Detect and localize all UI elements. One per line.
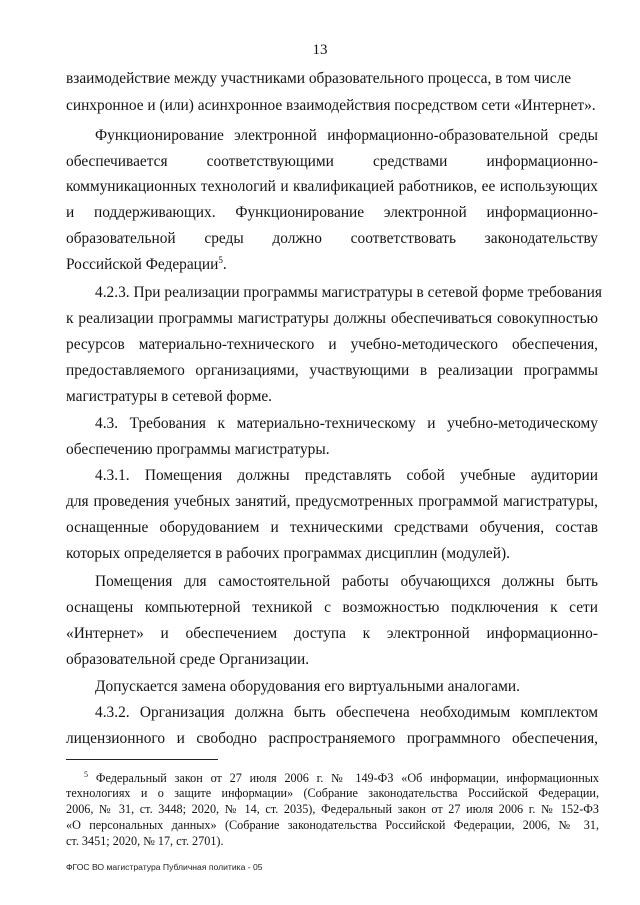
body-line: взаимодействие между участниками образовательного процесса, в том числе (66, 70, 572, 87)
body-line-text: Российской Федерации (66, 256, 219, 273)
body-line: лицензионного и свободно распространяемого программного обеспечения, (66, 730, 598, 747)
body-line: образовательной среды должно соответствовать законодательству (66, 230, 598, 247)
body-line: к реализации программы магистратуры должны обеспечиваться совокупностью (66, 310, 598, 327)
body-line: «Интернет» и обеспечением доступа к электронной информационно- (66, 625, 598, 642)
page-number: 13 (312, 42, 328, 58)
body-line: и поддерживающих. Функционирование электронной информационно- (66, 204, 598, 221)
body-line: 4.3.2. Организация должна быть обеспечена необходимым комплектом (95, 704, 598, 721)
body-line: для проведения учебных занятий, предусмотренных программой магистратуры, (66, 493, 598, 510)
footnote-line (84, 771, 599, 786)
document-footer: ФГОС ВО магистратура Публичная политика - 05 (66, 862, 263, 872)
body-line: ресурсов материально-технического и учебно-методического обеспечения, (66, 336, 598, 353)
footnote-text: Федеральный закон от 27 июля 2006 г. № 149-ФЗ «Об информации, информационных (95, 771, 600, 785)
body-line-end: . (222, 256, 227, 273)
body-line-with-footnote (66, 256, 598, 274)
body-line: 4.3.1. Помещения должны представлять собой учебные аудитории (95, 467, 598, 484)
body-line: магистратуры в сетевой форме. (66, 388, 272, 405)
body-line: обеспечению программы магистратуры. (66, 441, 330, 458)
body-line: образовательной среде Организации. (66, 651, 310, 668)
body-line: синхронное и (или) асинхронное взаимодействия посредством сети «Интернет». (66, 97, 596, 114)
body-line: оснащенные оборудованием и техническими средствами обучения, состав (66, 519, 598, 536)
footnote-line: «О персональных данных» (Собрание законодательства Российской Федерации, 2006, № 31, (66, 818, 599, 832)
footnote-line: 2006, № 31, ст. 3448; 2020, № 14, ст. 2035), Федеральный закон от 27 июля 2006 г. № 152-ФЗ (66, 802, 599, 816)
footnote-line: технологиях и о защите информации» (Собрание законодательства Российской Федерации, (66, 786, 599, 800)
body-line: Функционирование электронной информационно-образовательной среды (95, 127, 598, 144)
body-line: оснащены компьютерной техникой с возможностью подключения к сети (66, 599, 598, 616)
footnote-reference: 5 (218, 254, 223, 265)
body-line: коммуникационных технологий и квалификацией работников, ее использующих (66, 178, 598, 195)
body-line: Помещения для самостоятельной работы обучающихся должны быть (95, 573, 598, 590)
footnote-line: ст. 3451; 2020, № 17, ст. 2701). (66, 834, 224, 848)
footnote-divider (66, 759, 218, 760)
body-line: 4.3. Требования к материально-техническому и учебно-методическому (95, 415, 598, 432)
body-line: обеспечивается соответствующими средствами информационно- (66, 153, 598, 170)
body-line: 4.2.3. При реализации программы магистратуры в сетевой форме требования (95, 284, 602, 301)
body-line: предоставляемого организациями, участвующими в реализации программы (66, 362, 598, 379)
body-line: которых определяется в рабочих программах дисциплин (модулей). (66, 545, 510, 562)
footnote-marker: 5 (84, 769, 88, 779)
body-line: Допускается замена оборудования его виртуальными аналогами. (95, 678, 520, 695)
